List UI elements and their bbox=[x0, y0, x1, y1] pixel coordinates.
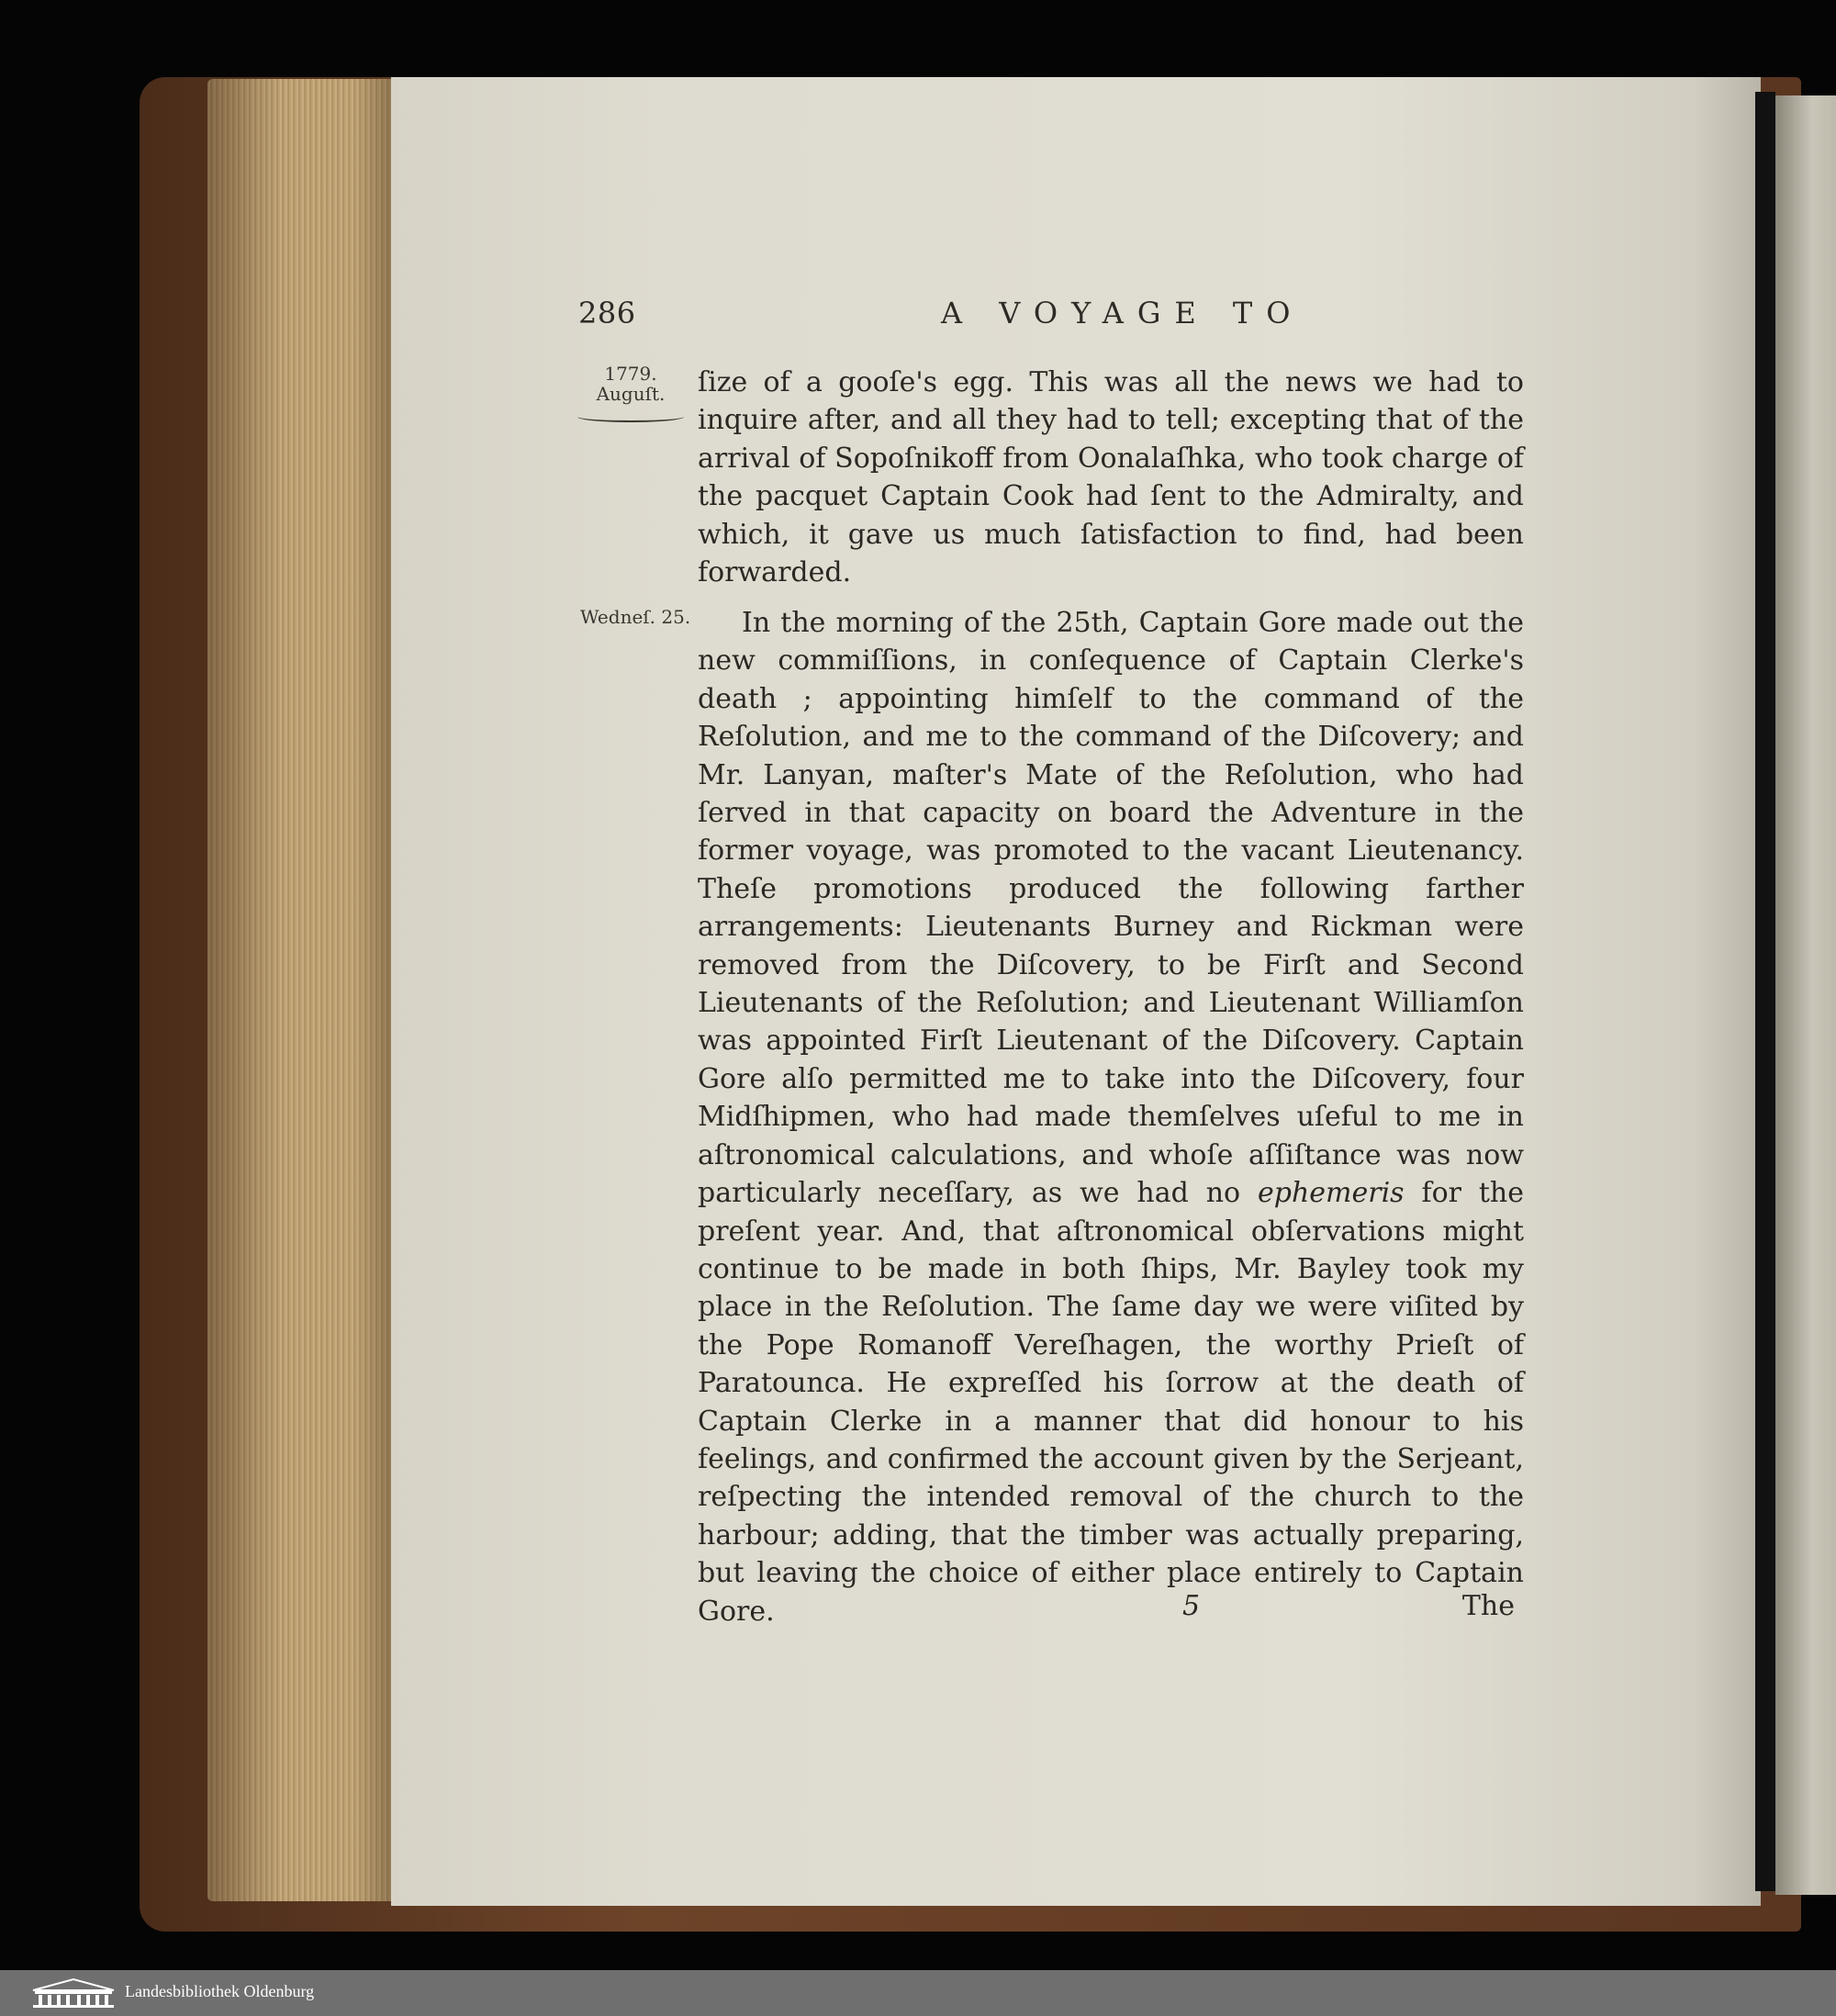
facing-page-edge bbox=[1775, 95, 1836, 1895]
library-building-icon bbox=[31, 1977, 116, 2009]
margin-date-note bbox=[571, 364, 690, 422]
signature-mark: 5 bbox=[1182, 1590, 1201, 1622]
running-title: A VOYAGE TO bbox=[941, 296, 1304, 330]
margin-day-note: Wedneſ. 25. bbox=[580, 606, 691, 628]
paragraph-2 bbox=[698, 604, 1524, 1630]
running-head bbox=[578, 296, 1533, 342]
margin-month: Auguſt. bbox=[596, 383, 666, 405]
catchword: The bbox=[1461, 1590, 1515, 1622]
page-block-shade bbox=[207, 79, 391, 1901]
book-gutter bbox=[1755, 92, 1775, 1891]
paragraph-2-text-b: for the preſent year. And, that aſtronomical obſervations might continue to be made in both ſhips, Mr. Bayley took my place in the Reſolution. The ſame day we were viſited by the Pope Romanoff Vereſhagen, the worthy Prieſt of Paratounca. He expreſſed his ſorrow at the death of Captain Clerke in a manner that did honour to his feelings, and confirmed the account given by the Serjeant, reſpecting the intended removal of the church to the harbour; adding, that the timber was actually preparing, but leaving the choice of either place entirely to Captain Gore. bbox=[698, 1177, 1524, 1628]
margin-year: 1779. bbox=[604, 363, 657, 385]
italic-term: ephemeris bbox=[1258, 1177, 1405, 1210]
page-number: 286 bbox=[578, 296, 636, 330]
brace-icon bbox=[577, 411, 684, 422]
paragraph-1-text: ſize of a gooſe's egg. This was all the news we had to inquire after, and all they had to tell; excepting that of the arrival of Sopoſnikoff from Oonalaſhka, who took charge of the pacquet Captain Cook had ſent to the Admiralty, and which, it gave us much ſatisfaction to find, had been forwarded. bbox=[698, 366, 1524, 589]
paragraph-1 bbox=[698, 364, 1524, 591]
library-bar bbox=[0, 1970, 1836, 2016]
library-name: Landesbibliothek Oldenburg bbox=[125, 1982, 315, 2000]
paragraph-2-text-a: In the morning of the 25th, Captain Gore made out the new commiſſions, in conſequence of Captain Clerke's death ; appointing himſelf to the command of the Reſolution, and me to the command of the Diſcovery; and Mr. Lanyan, maſter's Mate of the Reſolution, who had ſerved in that capacity on board the Adventure in the former voyage, was promoted to the vacant Lieutenancy. Theſe promotions produced the following farther arrangements: Lieutenants Burney and Rickman were removed from the Diſcovery, to be Firſt and Second Lieutenants of the Reſolution; and Lieutenant Williamſon was appointed Firſt Lieutenant of the Diſcovery. Captain Gore alſo permitted me to take into the Diſcovery, four Midſhipmen, who had made themſelves uſeful to me in aſtronomical calculations, and whoſe aſſiſtance was now particularly neceſſary, as we had no bbox=[698, 607, 1524, 1210]
